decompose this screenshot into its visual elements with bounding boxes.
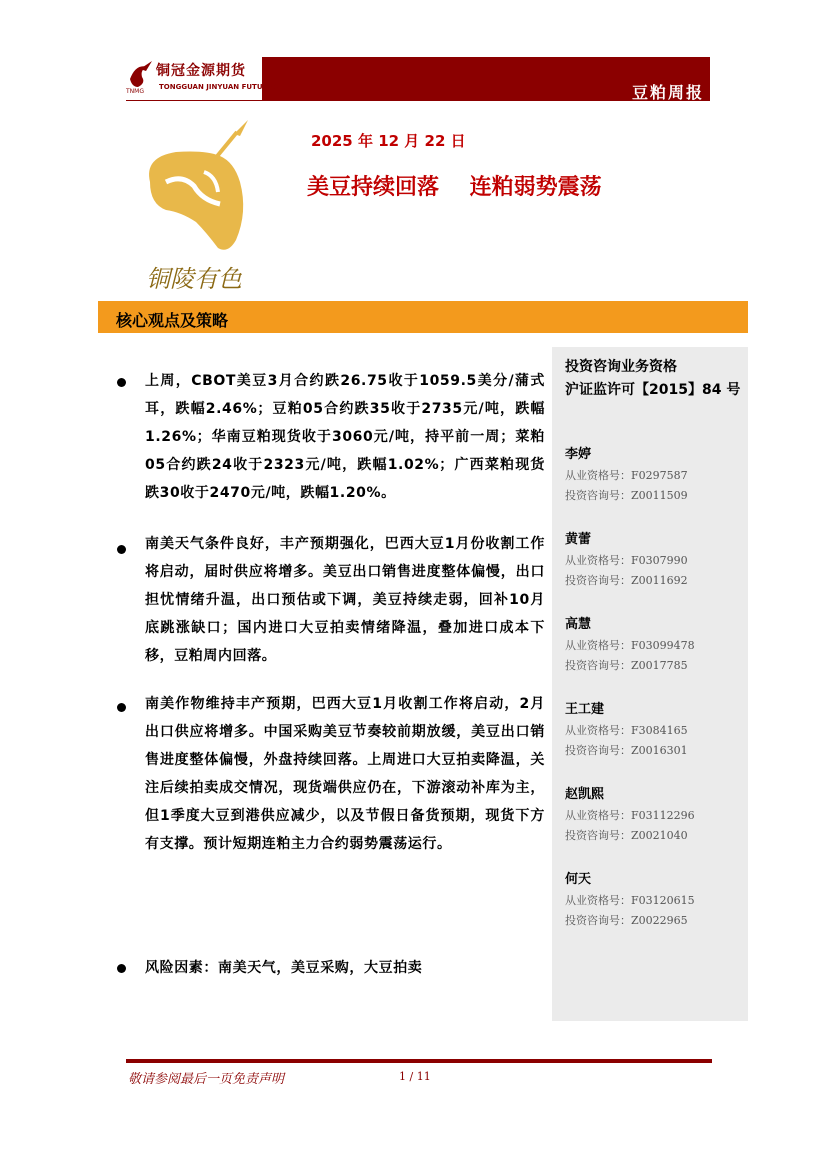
page-number: 1 / 11 bbox=[399, 1070, 431, 1083]
analyst-consult-id: 投资咨询号：Z0011692 bbox=[565, 574, 688, 587]
analyst-name: 黄蕾 bbox=[565, 532, 592, 547]
bullet-item: 上周，CBOT美豆3月合约跌26.75收于1059.5美分/蒲式耳，跌幅2.46%；豆粕05合约跌35收于2735元/吨，跌幅1.26%；华南豆粕现货收于3060元/吨，持平前一周；菜粕05合约跌24收于2323元/吨，跌幅1.02%；广西菜粕现货跌30收于2470元/吨，跌幅1.20%。 bbox=[145, 373, 545, 501]
footer-disclaimer: 敬请参阅最后一页免责声明 bbox=[128, 1072, 285, 1087]
bullet-point-icon bbox=[117, 703, 126, 712]
qualification-title: 投资咨询业务资格 bbox=[565, 359, 677, 375]
qualification-license: 沪证监许可【2015】84 号 bbox=[565, 382, 741, 398]
bullet-point-icon bbox=[117, 964, 126, 973]
emblem-logo-icon bbox=[136, 112, 266, 297]
footer-divider bbox=[126, 1059, 712, 1063]
analyst-license: 从业资格号：F03099478 bbox=[565, 639, 695, 652]
analyst-name: 李婷 bbox=[565, 447, 592, 462]
analyst-consult-id: 投资咨询号：Z0021040 bbox=[565, 829, 688, 842]
report-date: 2025 年 12 月 22 日 bbox=[311, 132, 466, 150]
section-title: 核心观点及策略 bbox=[116, 311, 229, 330]
analyst-name: 高慧 bbox=[565, 617, 592, 632]
analyst-consult-id: 投资咨询号：Z0017785 bbox=[565, 659, 688, 672]
report-type-label: 豆粕周报 bbox=[631, 83, 704, 102]
analyst-license: 从业资格号：F0307990 bbox=[565, 554, 688, 567]
report-title: 美豆持续回落 连粕弱势震荡 bbox=[307, 175, 602, 200]
bullet-point-icon bbox=[117, 545, 126, 554]
brand-abbr: TNMG bbox=[126, 88, 144, 95]
analyst-consult-id: 投资咨询号：Z0022965 bbox=[565, 914, 688, 927]
analyst-license: 从业资格号：F3084165 bbox=[565, 724, 688, 737]
analyst-license: 从业资格号：F03112296 bbox=[565, 809, 695, 822]
analyst-name: 王工建 bbox=[565, 702, 605, 717]
brand-name-cn: 铜冠金源期货 bbox=[156, 63, 246, 79]
analyst-license: 从业资格号：F03120615 bbox=[565, 894, 695, 907]
emblem-caption: 铜陵有色 bbox=[146, 265, 242, 293]
bullet-item: 南美天气条件良好，丰产预期强化，巴西大豆1月份收割工作将启动，届时供应将增多。美豆出口销售进度整体偏慢，出口担忧情绪升温，出口预估或下调，美豆持续走弱，回补10月底跳涨缺口；国内进口大豆拍卖情绪降温，叠加进口成本下移，豆粕周内回落。 bbox=[145, 536, 545, 664]
analyst-name: 赵凯熙 bbox=[565, 787, 605, 802]
analyst-consult-id: 投资咨询号：Z0016301 bbox=[565, 744, 688, 757]
bullet-item: 南美作物维持丰产预期，巴西大豆1月收割工作将启动，2月出口供应将增多。中国采购美豆节奏较前期放缓，美豆出口销售进度整体偏慢，外盘持续回落。上周进口大豆拍卖降温，关注后续拍卖成交情况，现货端供应仍在，下游滚动补库为主，但1季度大豆到港供应减少，以及节假日备货预期，现货下方有支撑。预计短期连粕主力合约弱势震荡运行。 bbox=[145, 696, 545, 852]
analyst-name: 何天 bbox=[565, 872, 592, 887]
brand-name-en: TONGGUAN JINYUAN FUTURES bbox=[159, 83, 278, 91]
analyst-license: 从业资格号：F0297587 bbox=[565, 469, 688, 482]
bullet-point-icon bbox=[117, 378, 126, 387]
bullet-item: 风险因素：南美天气，美豆采购，大豆拍卖 bbox=[145, 960, 423, 976]
analyst-consult-id: 投资咨询号：Z0011509 bbox=[565, 489, 688, 502]
